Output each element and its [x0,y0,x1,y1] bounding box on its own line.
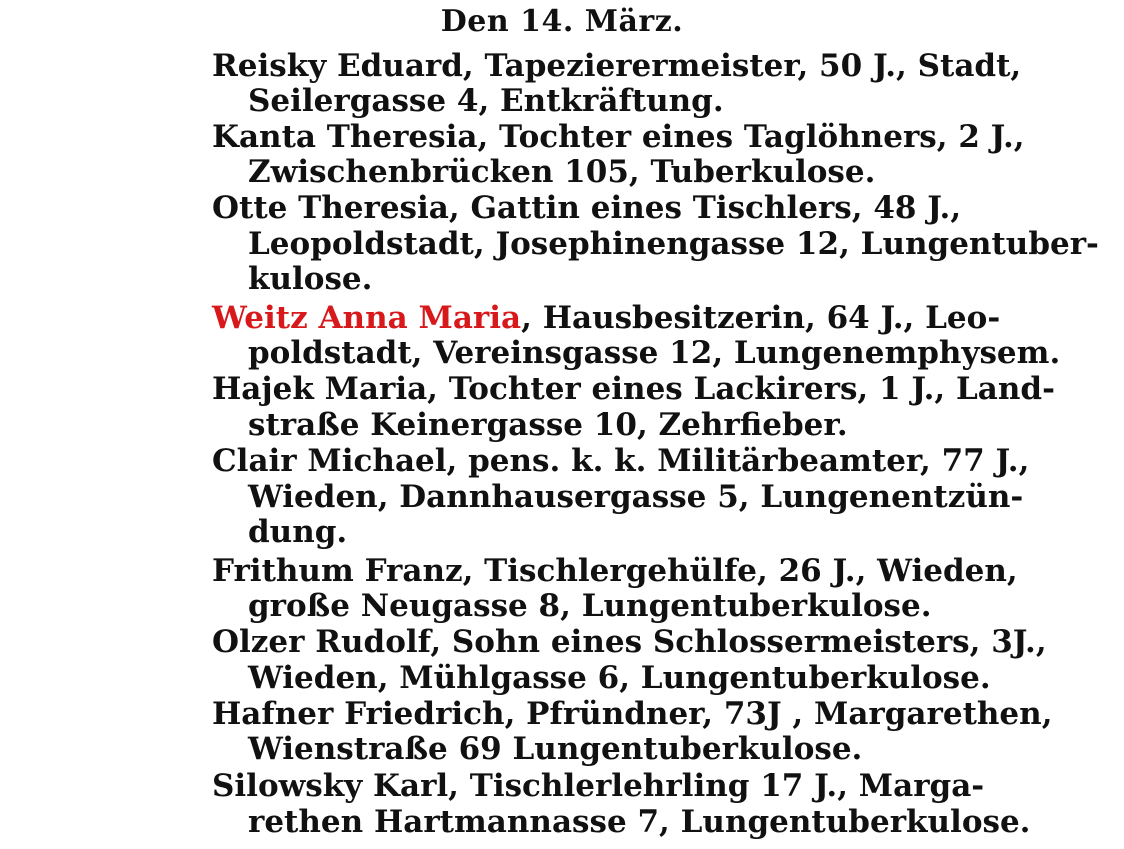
entry-line-rest: , Hausbesitzerin, 64 J., Leo- [521,300,1001,336]
entry-line [212,298,1000,338]
entry-line: straße Keinergasse 10, Zehrfieber. [248,407,848,443]
entry-line: Kanta Theresia, Tochter eines Taglöhners, 2 J., [212,119,1025,155]
entry-line: Hafner Friedrich, Pfründner, 73J , Margarethen, [212,696,1053,732]
entry-line: rethen Hartmannasse 7, Lungentuberkulose. [248,804,1031,840]
entry-line: Wieden, Mühlgasse 6, Lungentuberkulose. [248,660,991,696]
entry-line: Seilergasse 4, Entkräftung. [248,83,724,119]
entry-line: Clair Michael, pens. k. k. Militärbeamter, 77 J., [212,443,1030,479]
entry-line: poldstadt, Vereinsgasse 12, Lungenemphysem. [248,335,1061,371]
entry-line: Wieden, Dannhausergasse 5, Lungenentzün- [248,479,1024,515]
entry-line: Frithum Franz, Tischlergehülfe, 26 J., Wieden, [212,553,1018,589]
entry-line: kulose. [248,261,373,297]
entry-line: Reisky Eduard, Tapezierermeister, 50 J., Stadt, [212,48,1022,84]
entry-line: dung. [248,514,348,550]
entry-line: Hajek Maria, Tochter eines Lackirers, 1 J., Land- [212,371,1055,407]
entry-line: Otte Theresia, Gattin eines Tischlers, 48 J., [212,190,962,226]
page-heading: Den 14. März. [440,4,684,39]
entry-line: große Neugasse 8, Lungentuberkulose. [248,588,932,624]
highlighted-name: Weitz Anna Maria [212,300,522,336]
entry-line: Leopoldstadt, Josephinengasse 12, Lungentuber- [248,226,1099,262]
entry-line: Silowsky Karl, Tischlerlehrling 17 J., Marga- [212,768,985,804]
entry-line: Olzer Rudolf, Sohn eines Schlossermeisters, 3J., [212,624,1047,660]
entry-line: Zwischenbrücken 105, Tuberkulose. [248,154,876,190]
entry-line: Wienstraße 69 Lungentuberkulose. [248,731,863,767]
